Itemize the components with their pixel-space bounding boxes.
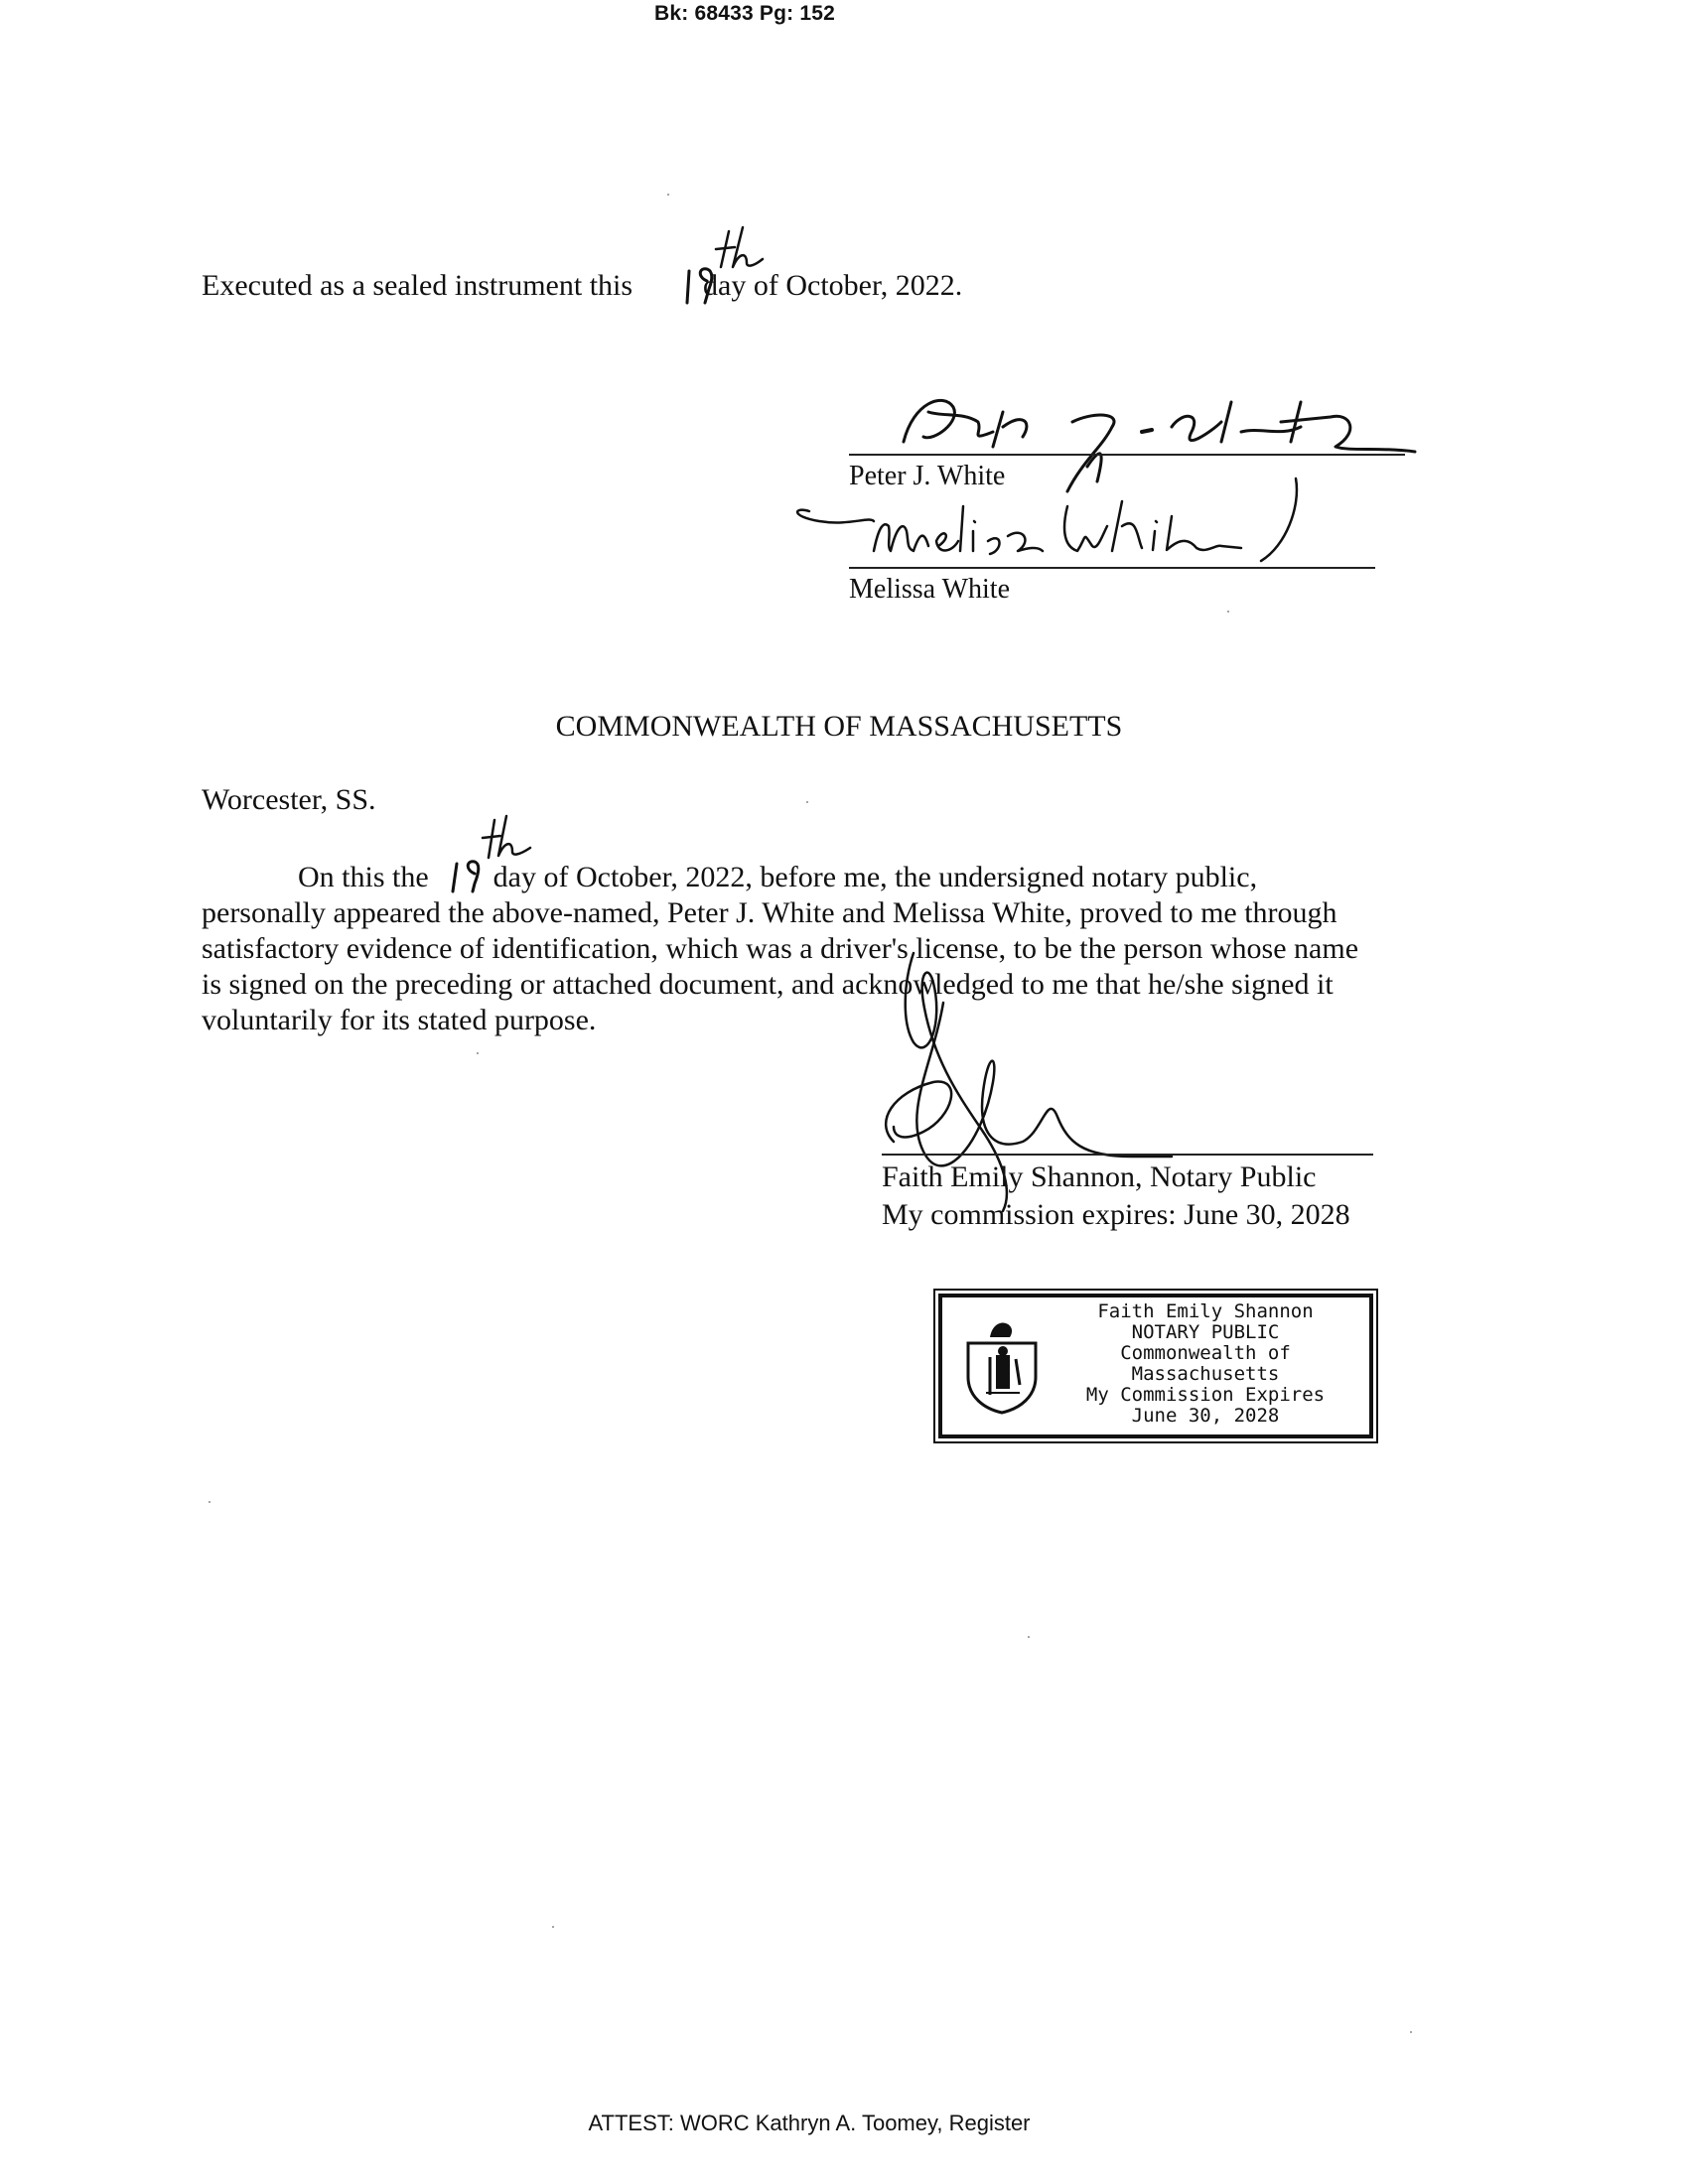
signature-line-notary bbox=[882, 1154, 1373, 1156]
signature-line-peter bbox=[849, 454, 1405, 456]
stamp-line-state: Massachusetts bbox=[1131, 1363, 1280, 1385]
signer-name-melissa: Melissa White bbox=[849, 574, 1011, 605]
execution-suffix: day of October, 2022. bbox=[703, 269, 963, 302]
stamp-line-title: NOTARY PUBLIC bbox=[1131, 1321, 1280, 1343]
signer-name-peter: Peter J. White bbox=[849, 461, 1006, 491]
ack-line3: satisfactory evidence of identification, which was a driver's license, to be the person whose name bbox=[202, 932, 1359, 965]
stamp-line-commonwealth: Commonwealth of bbox=[1120, 1342, 1291, 1364]
ack-line4: is signed on the preceding or attached document, and acknowledged to me that he/she signed it bbox=[202, 968, 1334, 1001]
county-venue: Worcester, SS. bbox=[202, 783, 376, 816]
acknowledgment-paragraph bbox=[202, 860, 1512, 1038]
ack-line1-suffix: day of October, 2022, before me, the undersigned notary public, bbox=[492, 861, 1258, 893]
handwritten-day-acknowledgment bbox=[449, 814, 538, 893]
attestation-footer: ATTEST: WORC Kathryn A. Toomey, Register bbox=[588, 2111, 1031, 2135]
execution-prefix: Executed as a sealed instrument this bbox=[202, 269, 633, 302]
massachusetts-seal-icon bbox=[960, 1315, 1044, 1415]
signature-line-melissa bbox=[849, 567, 1375, 569]
ack-line1-prefix: On this the bbox=[298, 861, 429, 893]
ack-line2: personally appeared the above-named, Peter J. White and Melissa White, proved to me through bbox=[202, 896, 1337, 929]
signature-melissa-white bbox=[779, 467, 1375, 576]
ack-line5: voluntarily for its stated purpose. bbox=[202, 1004, 597, 1036]
jurisdiction-heading: COMMONWEALTH OF MASSACHUSETTS bbox=[555, 710, 1123, 743]
execution-statement bbox=[202, 268, 962, 304]
notary-name-title: Faith Emily Shannon, Notary Public bbox=[882, 1160, 1317, 1193]
notary-seal-stamp bbox=[938, 1294, 1373, 1438]
stamp-line-name: Faith Emily Shannon bbox=[1097, 1300, 1314, 1322]
stamp-line-expires-date: June 30, 2028 bbox=[1131, 1405, 1280, 1427]
stamp-line-expires-label: My Commission Expires bbox=[1085, 1384, 1326, 1406]
book-page-header: Bk: 68433 Pg: 152 bbox=[653, 2, 835, 25]
handwritten-day-execution bbox=[683, 223, 773, 308]
notary-commission-expiry: My commission expires: June 30, 2028 bbox=[882, 1198, 1350, 1231]
